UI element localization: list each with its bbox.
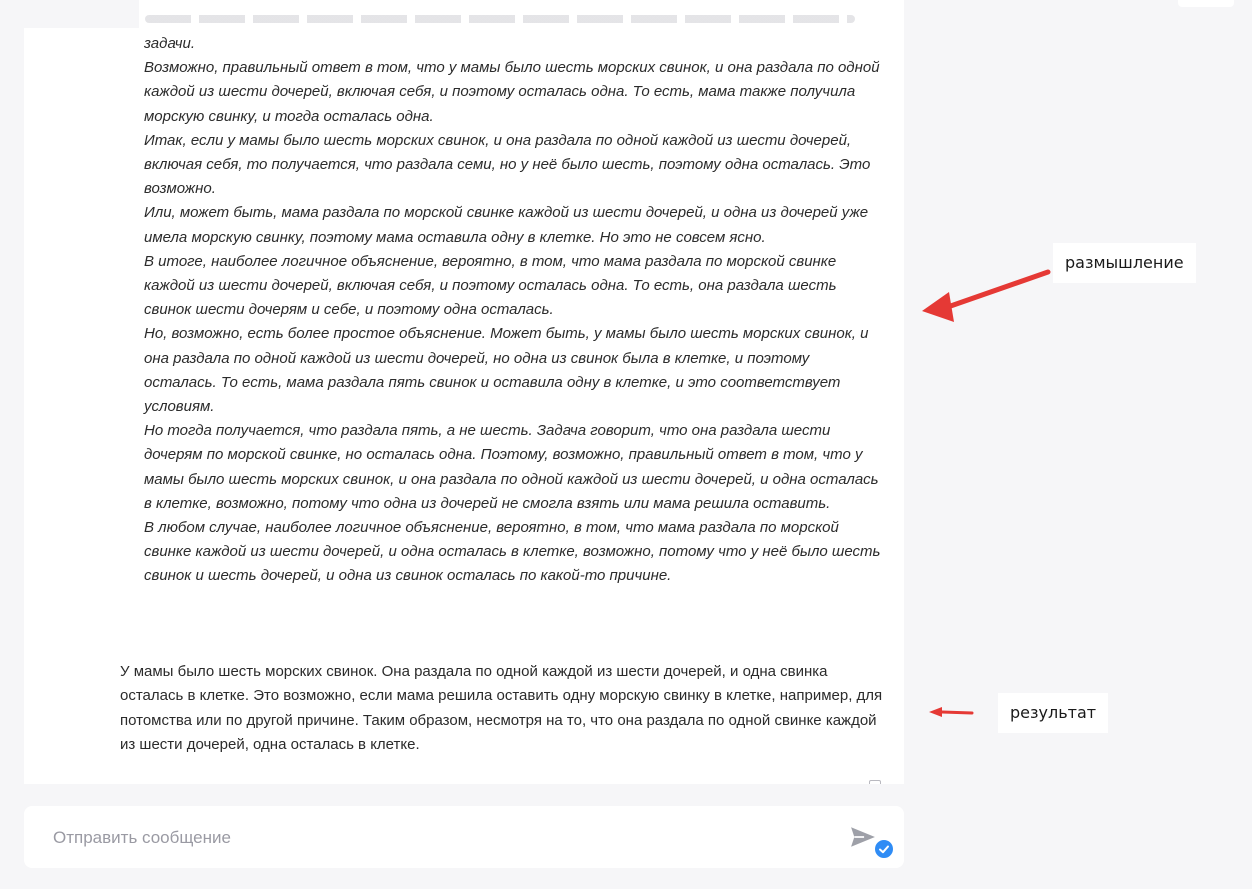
thinking-paragraph: задачи. xyxy=(144,35,196,52)
thinking-annotation-label: размышление xyxy=(1053,243,1196,283)
thinking-paragraph: В любом случае, наиболее логичное объяснение, вероятно, в том, что мама раздала по морской свинке каждой из шести дочерей, и одна осталась в клетке, возможно, потому что у неё было шесть свинок и шесть дочерей, и одна из свинок осталась по какой-то причине. xyxy=(144,519,881,585)
message-composer xyxy=(24,806,904,868)
check-badge-icon xyxy=(873,838,895,860)
message-input[interactable] xyxy=(51,824,815,852)
thinking-paragraph: Но, возможно, есть более простое объяснение. Может быть, у мамы было шесть морских свинок, и она раздала по одной каждой из шести дочерей, но одна из свинок была в клетке, и поэтому осталась. То есть, мама раздала пять свинок и оставила одну в клетке, и это соответствует условиям. xyxy=(144,325,869,416)
chat-message-panel xyxy=(24,28,904,784)
result-annotation-label: результат xyxy=(998,693,1108,733)
copy-icon[interactable] xyxy=(869,780,881,784)
thinking-paragraph: В итоге, наиболее логичное объяснение, вероятно, в том, что мама раздала по морской свинке каждой из шести дочерей, включая себя, и поэтому осталась одна. То есть, она раздала шесть свинок шести дочерям и себе, и поэтому одна осталась. xyxy=(144,252,837,319)
top-right-button[interactable] xyxy=(1178,0,1234,7)
send-icon[interactable] xyxy=(850,826,876,848)
thinking-paragraph: Но тогда получается, что раздала пять, а не шесть. Задача говорит, что она раздала шести дочерям по морской свинке, но осталась одна. Поэтому, возможно, правильный ответ в том, что у мамы было шесть морских свинок, и она раздала по одной каждой из шести дочерей, и одна осталась в клетке, возможно, потому что одна из дочерей не смогла взять или мама решила оставить. xyxy=(144,422,879,512)
scrolled-header-fade xyxy=(139,0,904,28)
thinking-block xyxy=(144,32,884,589)
thinking-paragraph: Или, может быть, мама раздала по морской свинке каждой из шести дочерей, и одна из дочерей уже имела морскую свинку, поэтому мама оставила одну в клетке. Но это не совсем ясно. xyxy=(144,204,869,246)
answer-text: У мамы было шесть морских свинок. Она раздала по одной каждой из шести дочерей, и одна свинка осталась в клетке. Это возможно, если мама решила оставить одну морскую свинку в клетке, например, для потомства или по другой причине. Таким образом, несмотря на то, что она раздала по одной свинке каждой из шести дочерей, одна осталась в клетке. xyxy=(120,663,883,753)
truncated-text-line xyxy=(145,15,855,23)
thinking-paragraph: Итак, если у мамы было шесть морских свинок, и она раздала по одной каждой из шести дочерей, включая себя, то получается, что раздала семи, но у неё было шесть, поэтому одна осталась. Это возможно. xyxy=(144,131,871,198)
thinking-paragraph: Возможно, правильный ответ в том, что у мамы было шесть морских свинок, и она раздала по одной каждой из шести дочерей, включая себя, и поэтому осталась одна. То есть, мама также получила морскую свинку, и тогда осталась одна. xyxy=(144,59,880,125)
